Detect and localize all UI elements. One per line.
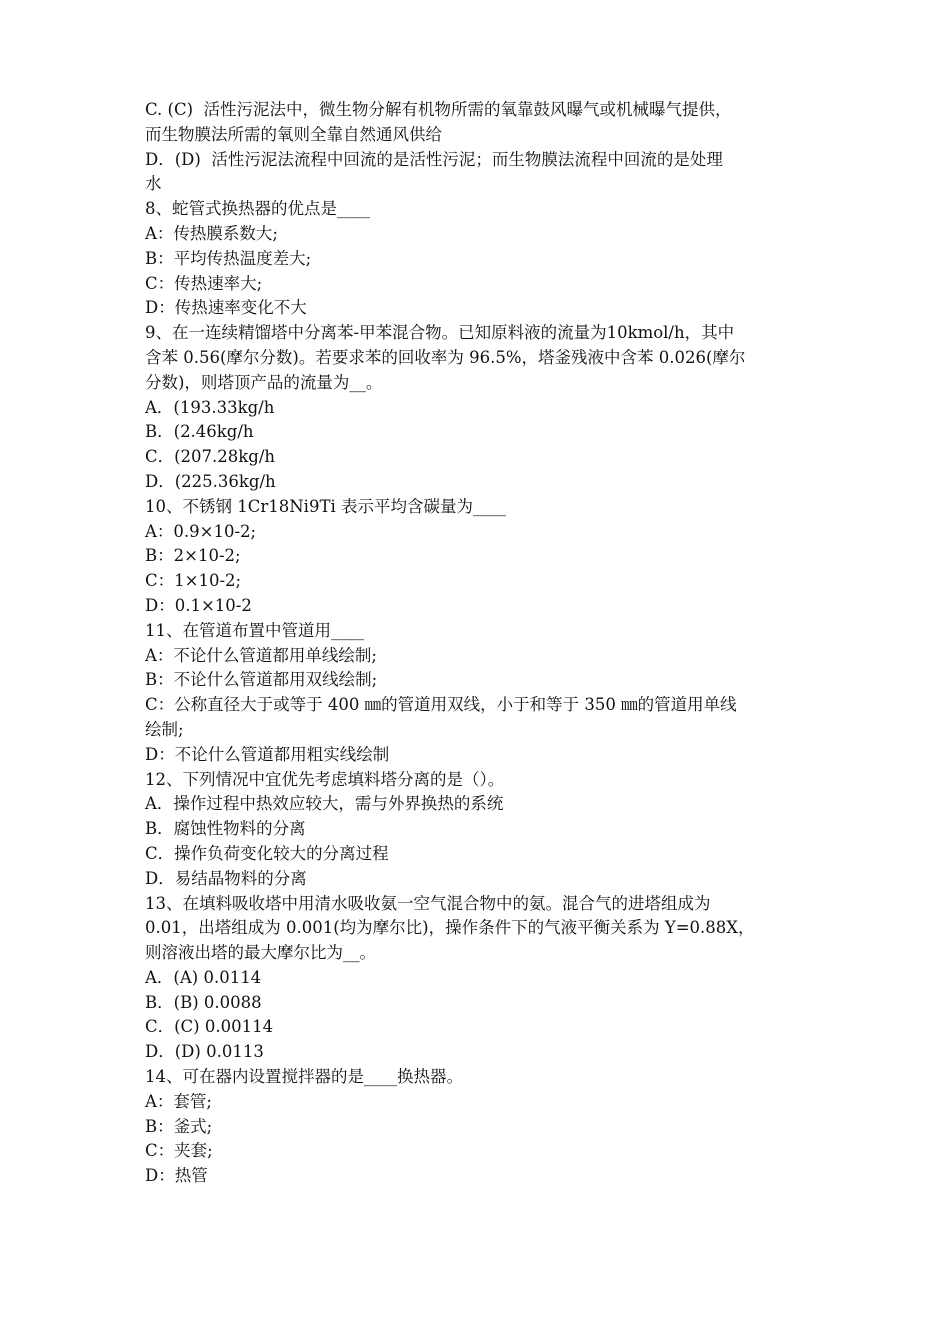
question-10: 10、不锈钢 1Cr18Ni9Ti 表示平均含碳量为____ — [145, 496, 506, 516]
question-11: 11、在管道布置中管道用____ — [145, 620, 364, 640]
q9-option-b: B．(2.46kg/h — [145, 422, 254, 442]
q14-option-d: D：热管 — [145, 1166, 208, 1186]
question-9-line-1: 9、在一连续精馏塔中分离苯-甲苯混合物。已知原料液的流量为10kmol/h，其中 — [145, 323, 735, 343]
q13-option-c: C．(C) 0.00114 — [145, 1017, 274, 1037]
q10-option-b: B：2×10-2; — [145, 546, 241, 566]
q14-option-b: B：釜式; — [145, 1116, 213, 1136]
q13-option-a: A．(A) 0.0114 — [145, 967, 262, 987]
q13-option-b: B．(B) 0.0088 — [145, 992, 262, 1012]
q10-option-d: D：0.1×10-2 — [145, 595, 252, 615]
q11-option-d: D：不论什么管道都用粗实线绘制 — [145, 744, 390, 764]
q14-option-a: A：套管; — [145, 1091, 212, 1111]
question-9-line-3: 分数)，则塔顶产品的流量为__。 — [145, 372, 383, 392]
option-c-line-2: 而生物膜法所需的氧则全靠自然通风供给 — [145, 124, 442, 144]
q9-option-a: A．(193.33kg/h — [145, 397, 275, 417]
q8-option-b: B：平均传热温度差大; — [145, 248, 312, 268]
q11-option-b: B：不论什么管道都用双线绘制; — [145, 670, 378, 690]
q8-option-d: D：传热速率变化不大 — [145, 298, 307, 318]
q11-option-a: A：不论什么管道都用单线绘制; — [145, 645, 377, 665]
q11-option-c-line-2: 绘制; — [145, 719, 184, 739]
question-13-line-3: 则溶液出塔的最大摩尔比为__。 — [145, 943, 376, 963]
q12-option-c: C．操作负荷变化较大的分离过程 — [145, 843, 389, 863]
question-8: 8、蛇管式换热器的优点是____ — [145, 199, 370, 219]
q12-option-a: A．操作过程中热效应较大，需与外界换热的系统 — [145, 794, 504, 814]
option-c-line-1: C. (C) 活性污泥法中，微生物分解有机物所需的氧靠鼓风曝气或机械曝气提供， — [145, 100, 732, 119]
q13-option-d: D．(D) 0.0113 — [145, 1042, 264, 1062]
question-13-line-1: 13、在填料吸收塔中用清水吸收氨一空气混合物中的氨。混合气的进塔组成为 — [145, 893, 711, 913]
question-9-line-2: 含苯 0.56(摩尔分数)。若要求苯的回收率为 96.5%，塔釜残液中含苯 0.026(摩尔 — [145, 347, 746, 367]
document-page — [145, 98, 810, 1189]
q12-option-b: B．腐蚀性物料的分离 — [145, 819, 306, 839]
question-14: 14、可在器内设置搅拌器的是____换热器。 — [145, 1067, 463, 1087]
q9-option-c: C．(207.28kg/h — [145, 447, 276, 467]
option-d-line-2: 水 — [145, 174, 162, 194]
q8-option-c: C：传热速率大; — [145, 273, 263, 293]
question-13-line-2: 0.01，出塔组成为 0.001(均为摩尔比)，操作条件下的气液平衡关系为 Y=0.88X， — [145, 918, 755, 938]
question-12: 12、下列情况中宜优先考虑填料塔分离的是（）。 — [145, 769, 505, 789]
q8-option-a: A：传热膜系数大; — [145, 223, 278, 243]
q12-option-d: D．易结晶物料的分离 — [145, 868, 307, 888]
q9-option-d: D．(225.36kg/h — [145, 471, 276, 491]
option-d-line-1: D．(D) 活性污泥法流程中回流的是活性污泥；而生物膜法流程中回流的是处理 — [145, 149, 723, 169]
q14-option-c: C：夹套; — [145, 1141, 213, 1161]
q10-option-a: A：0.9×10-2; — [145, 521, 257, 541]
q10-option-c: C：1×10-2; — [145, 571, 242, 591]
q11-option-c-line-1: C：公称直径大于或等于 400 ㎜的管道用双线，小于和等于 350 ㎜的管道用单线 — [145, 695, 737, 715]
